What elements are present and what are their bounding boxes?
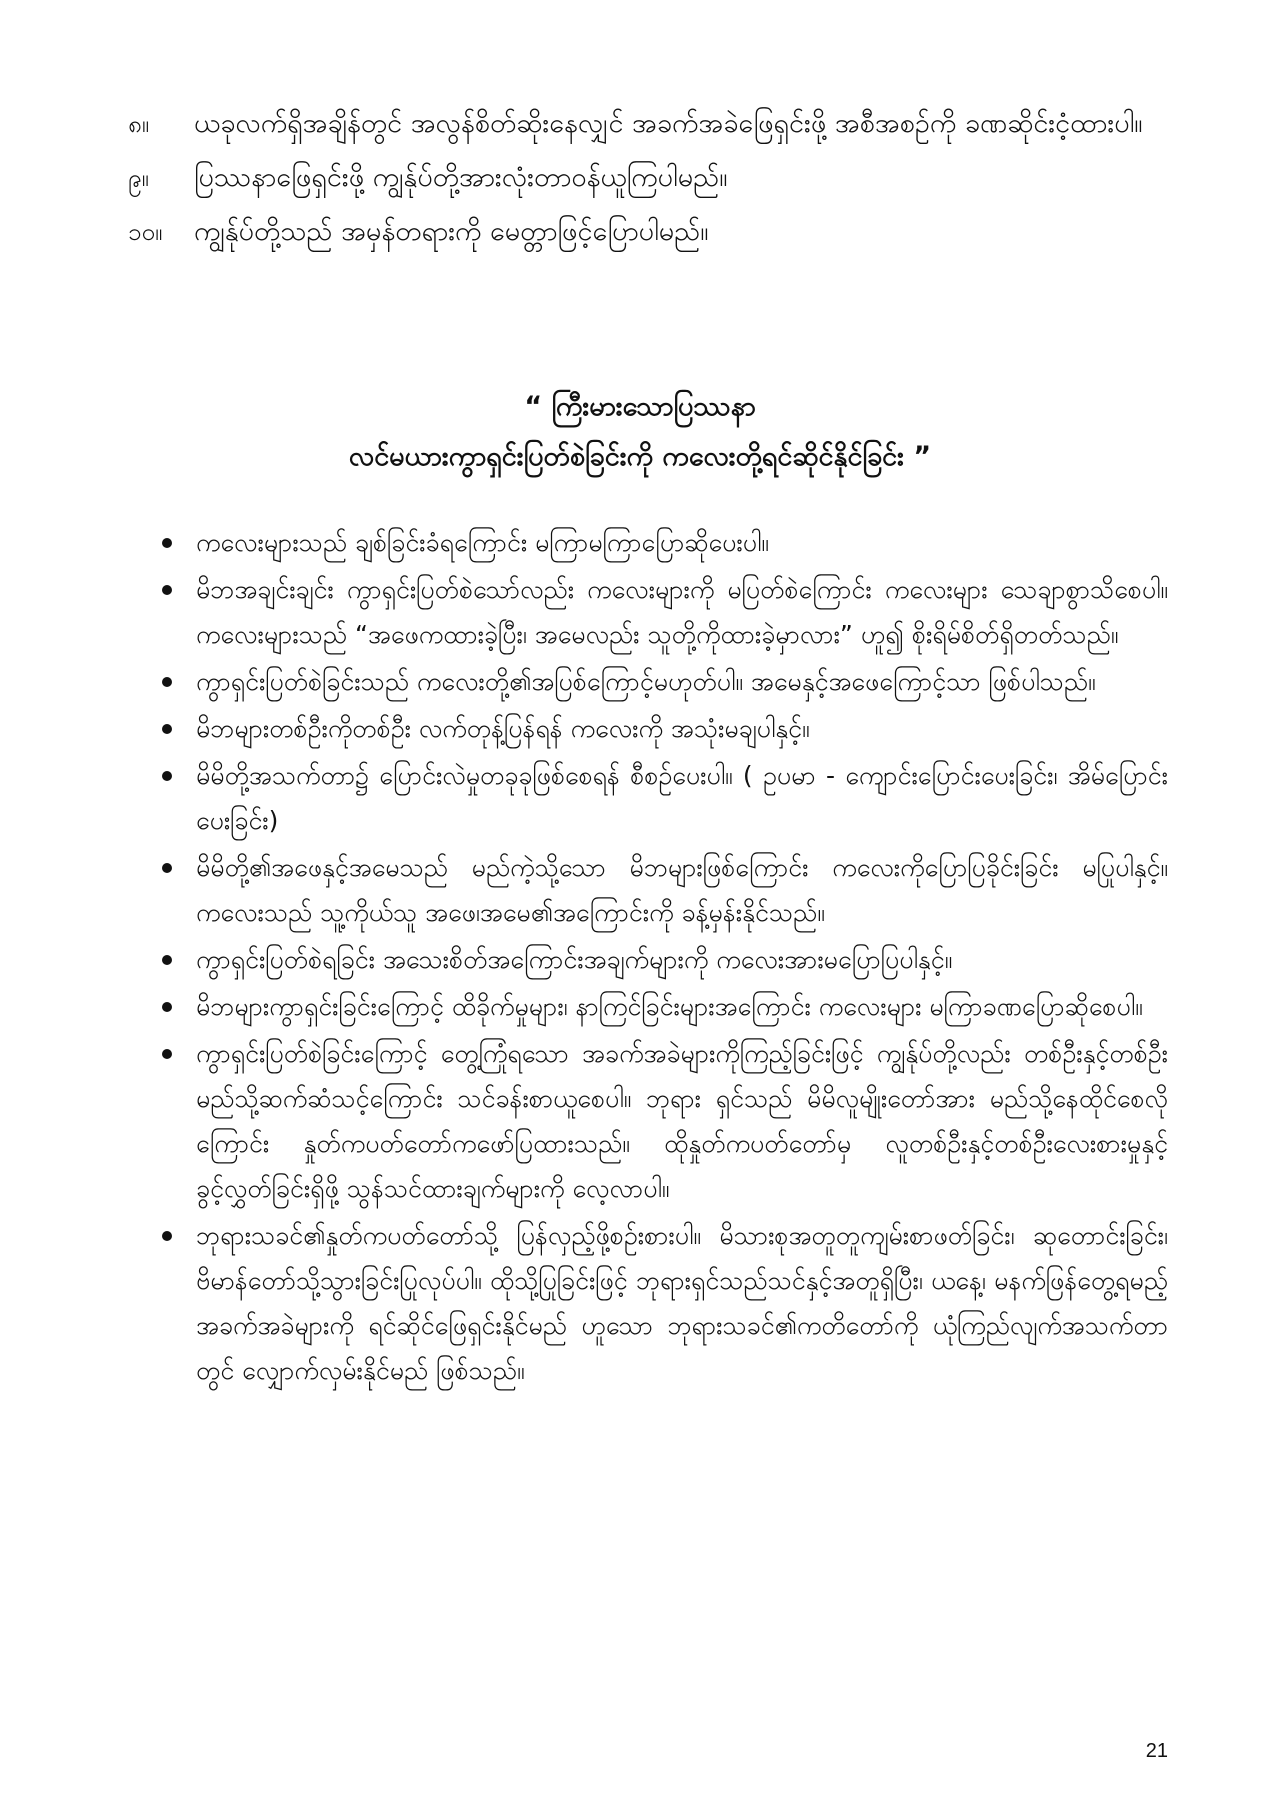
- bullet-item: ကလေးများသည် ချစ်ခြင်းခံရကြောင်း မကြာမကြာပြောဆိုပေးပါ။: [160, 520, 1168, 565]
- bullet-item: ကွာရှင်းပြတ်စဲခြင်းသည် ကလေးတို့၏အပြစ်ကြောင့်မဟုတ်ပါ။ အမေနှင့်အဖေကြောင့်သာ ဖြစ်ပါသည်။: [160, 659, 1168, 704]
- section-title-line-1: “ ကြီးမားသောပြဿနာ: [524, 391, 756, 422]
- numbered-item-8: [128, 100, 1168, 148]
- item-number: ၈။: [128, 110, 149, 138]
- numbered-item-10: [128, 208, 1168, 256]
- section-title: [0, 382, 1280, 482]
- item-text: ပြဿနာဖြေရှင်းဖို့ ကျွန်ုပ်တို့အားလုံးတာဝန်ယူကြပါမည်။: [194, 162, 728, 193]
- numbered-list: [128, 100, 1168, 262]
- bullet-item: ကွာရှင်းပြတ်စဲခြင်းကြောင့် တွေ့ကြုံရသော အခက်အခဲများကိုကြည့်ခြင်းဖြင့် ကျွန်ုပ်တို့လည်း တစ်ဦးနှင့်တစ်ဦး မည်သို့ဆက်ဆံသင့်ကြောင်း သင်ခန်းစာယူစေပါ။ ဘုရား ရှင်သည် မိမိလူမျိုးတော်အား မည်သို့နေထိုင်စေလိုကြောင်း နှုတ်ကပတ်တော်ကဖော်ပြထားသည်။ ထိုနှုတ်ကပတ်တော်မှ လူတစ်ဦးနှင့်တစ်ဦးလေးစားမှုနှင့် ခွင့်လွှတ်ခြင်းရှိဖို့ သွန်သင်ထားချက်များကို လေ့လာပါ။: [160, 1031, 1168, 1211]
- item-text: ယခုလက်ရှိအချိန်တွင် အလွန်စိတ်ဆိုးနေလျှင် အခက်အခဲဖြေရှင်းဖို့ အစီအစဉ်ကို ခဏဆိုင်းငံ့ထားပါ။: [194, 108, 1143, 139]
- bullet-item: မိဘအချင်းချင်း ကွာရှင်းပြတ်စဲသော်လည်း ကလေးများကို မပြတ်စဲကြောင်း ကလေးများ သေချာစွာသိစေပါ။ ကလေးများသည် “အဖေကထားခဲ့ပြီး၊ အမေလည်း သူတို့ကိုထားခဲ့မှာလား” ဟူ၍ စိုးရိမ်စိတ်ရှိတတ်သည်။: [160, 567, 1168, 657]
- bullet-item: မိဘများကွာရှင်းခြင်းကြောင့် ထိခိုက်မှုများ၊ နာကြင်ခြင်းများအကြောင်း ကလေးများ မကြာခဏပြောဆိုစေပါ။: [160, 984, 1168, 1029]
- bullet-list: [160, 520, 1168, 1395]
- bullet-item: ကွာရှင်းပြတ်စဲရခြင်း အသေးစိတ်အကြောင်းအချက်များကို ကလေးအားမပြောပြပါနှင့်။: [160, 937, 1168, 982]
- page-number: 21: [1145, 1740, 1168, 1762]
- section-title-line-2: လင်မယားကွာရှင်းပြတ်စဲခြင်းကို ကလေးတို့ရင်ဆိုင်နိုင်ခြင်း ”: [348, 441, 932, 472]
- item-text: ကျွန်ုပ်တို့သည် အမှန်တရားကို မေတ္တာဖြင့်ပြောပါမည်။: [194, 216, 709, 247]
- bullet-item: ဘုရားသခင်၏နှုတ်ကပတ်တော်သို့ ပြန်လှည့်ဖို့စဉ်းစားပါ။ မိသားစုအတူတူကျမ်းစာဖတ်ခြင်း၊ ဆုတောင်းခြင်း၊ ဗိမာန်တော်သို့သွားခြင်းပြုလုပ်ပါ။ ထိုသို့ပြုခြင်းဖြင့် ဘုရားရှင်သည်သင်နှင့်အတူရှိပြီး၊ ယနေ့၊ မနက်ဖြန်တွေ့ရမည့် အခက်အခဲများကို ရင်ဆိုင်ဖြေရှင်းနိုင်မည် ဟူသော ဘုရားသခင်၏ကတိတော်ကို ယုံကြည်လျက်အသက်တာတွင် လျှောက်လှမ်းနိုင်မည် ဖြစ်သည်။: [160, 1213, 1168, 1393]
- bullet-item: မိမိတို့အသက်တာ၌ ပြောင်းလဲမှုတခုခုဖြစ်စေရန် စီစဉ်ပေးပါ။ ( ဥပမာ - ကျောင်းပြောင်းပေးခြင်း၊ အိမ်ပြောင်းပေးခြင်း): [160, 753, 1168, 843]
- item-number: ၁၀။: [128, 218, 163, 246]
- numbered-item-9: [128, 154, 1168, 202]
- bullet-item: မိမိတို့၏အဖေနှင့်အမေသည် မည်ကဲ့သို့သော မိဘများဖြစ်ကြောင်း ကလေးကိုပြောပြခိုင်းခြင်း မပြုပါနှင့်။ ကလေးသည် သူ့ကိုယ်သူ အဖေ၊အမေ၏အကြောင်းကို ခန့်မှန်းနိုင်သည်။: [160, 845, 1168, 935]
- item-number: ၉။: [128, 164, 149, 192]
- bullet-item: မိဘများတစ်ဦးကိုတစ်ဦး လက်တုန့်ပြန်ရန် ကလေးကို အသုံးမချပါနှင့်။: [160, 706, 1168, 751]
